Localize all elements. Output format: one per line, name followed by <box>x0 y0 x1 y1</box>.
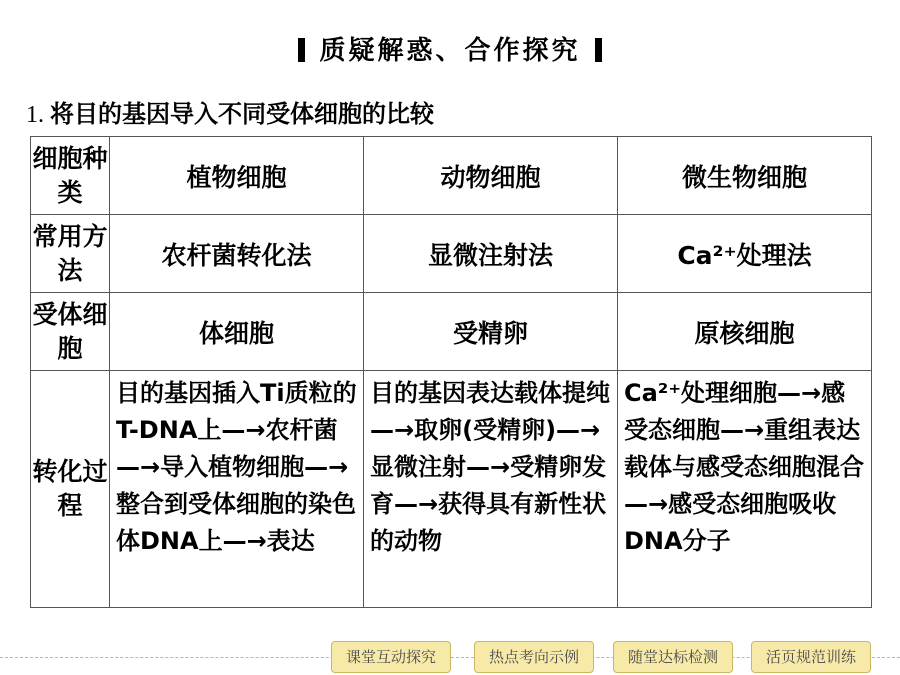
heading-number: 1. <box>26 102 44 128</box>
cell-recipient-microbe: 原核细胞 <box>618 293 872 371</box>
heading-text: 将目的基因导入不同受体细胞的比较 <box>50 100 434 128</box>
cell-process-animal: 目的基因表达载体提纯—→取卵(受精卵)—→显微注射—→受精卵发育—→获得具有新性状的动物 <box>364 371 618 608</box>
title-bar-right <box>595 38 602 62</box>
cell-process-microbe: Ca²⁺处理细胞—→感受态细胞—→重组表达载体与感受态细胞混合—→感受态细胞吸收DNA分子 <box>618 371 872 608</box>
cell-recipient-animal: 受精卵 <box>364 293 618 371</box>
row-label-process: 转化过程 <box>31 371 110 608</box>
header-animal: 动物细胞 <box>364 137 618 215</box>
question-heading <box>26 94 434 129</box>
cell-method-animal: 显微注射法 <box>364 215 618 293</box>
cell-method-microbe: Ca²⁺处理法 <box>618 215 872 293</box>
row-label-recipient: 受体细胞 <box>31 293 110 371</box>
cell-process-plant: 目的基因插入Ti质粒的T-DNA上—→农杆菌—→导入植物细胞—→整合到受体细胞的染色体DNA上—→表达 <box>110 371 364 608</box>
table-row <box>31 371 872 608</box>
section-title-text: 质疑解惑、合作探究 <box>319 36 581 66</box>
section-title <box>0 30 900 67</box>
row-label-method: 常用方法 <box>31 215 110 293</box>
nav-button-hotspot[interactable]: 热点考向示例 <box>474 641 594 673</box>
header-plant: 植物细胞 <box>110 137 364 215</box>
header-corner: 细胞种类 <box>31 137 110 215</box>
cell-recipient-plant: 体细胞 <box>110 293 364 371</box>
comparison-table <box>30 136 872 608</box>
nav-button-quiz[interactable]: 随堂达标检测 <box>613 641 733 673</box>
table-row <box>31 215 872 293</box>
cell-method-plant: 农杆菌转化法 <box>110 215 364 293</box>
title-bar-left <box>298 38 305 62</box>
nav-button-practice[interactable]: 活页规范训练 <box>751 641 871 673</box>
table-header-row <box>31 137 872 215</box>
nav-button-classroom[interactable]: 课堂互动探究 <box>331 641 451 673</box>
header-microbe: 微生物细胞 <box>618 137 872 215</box>
table-row <box>31 293 872 371</box>
